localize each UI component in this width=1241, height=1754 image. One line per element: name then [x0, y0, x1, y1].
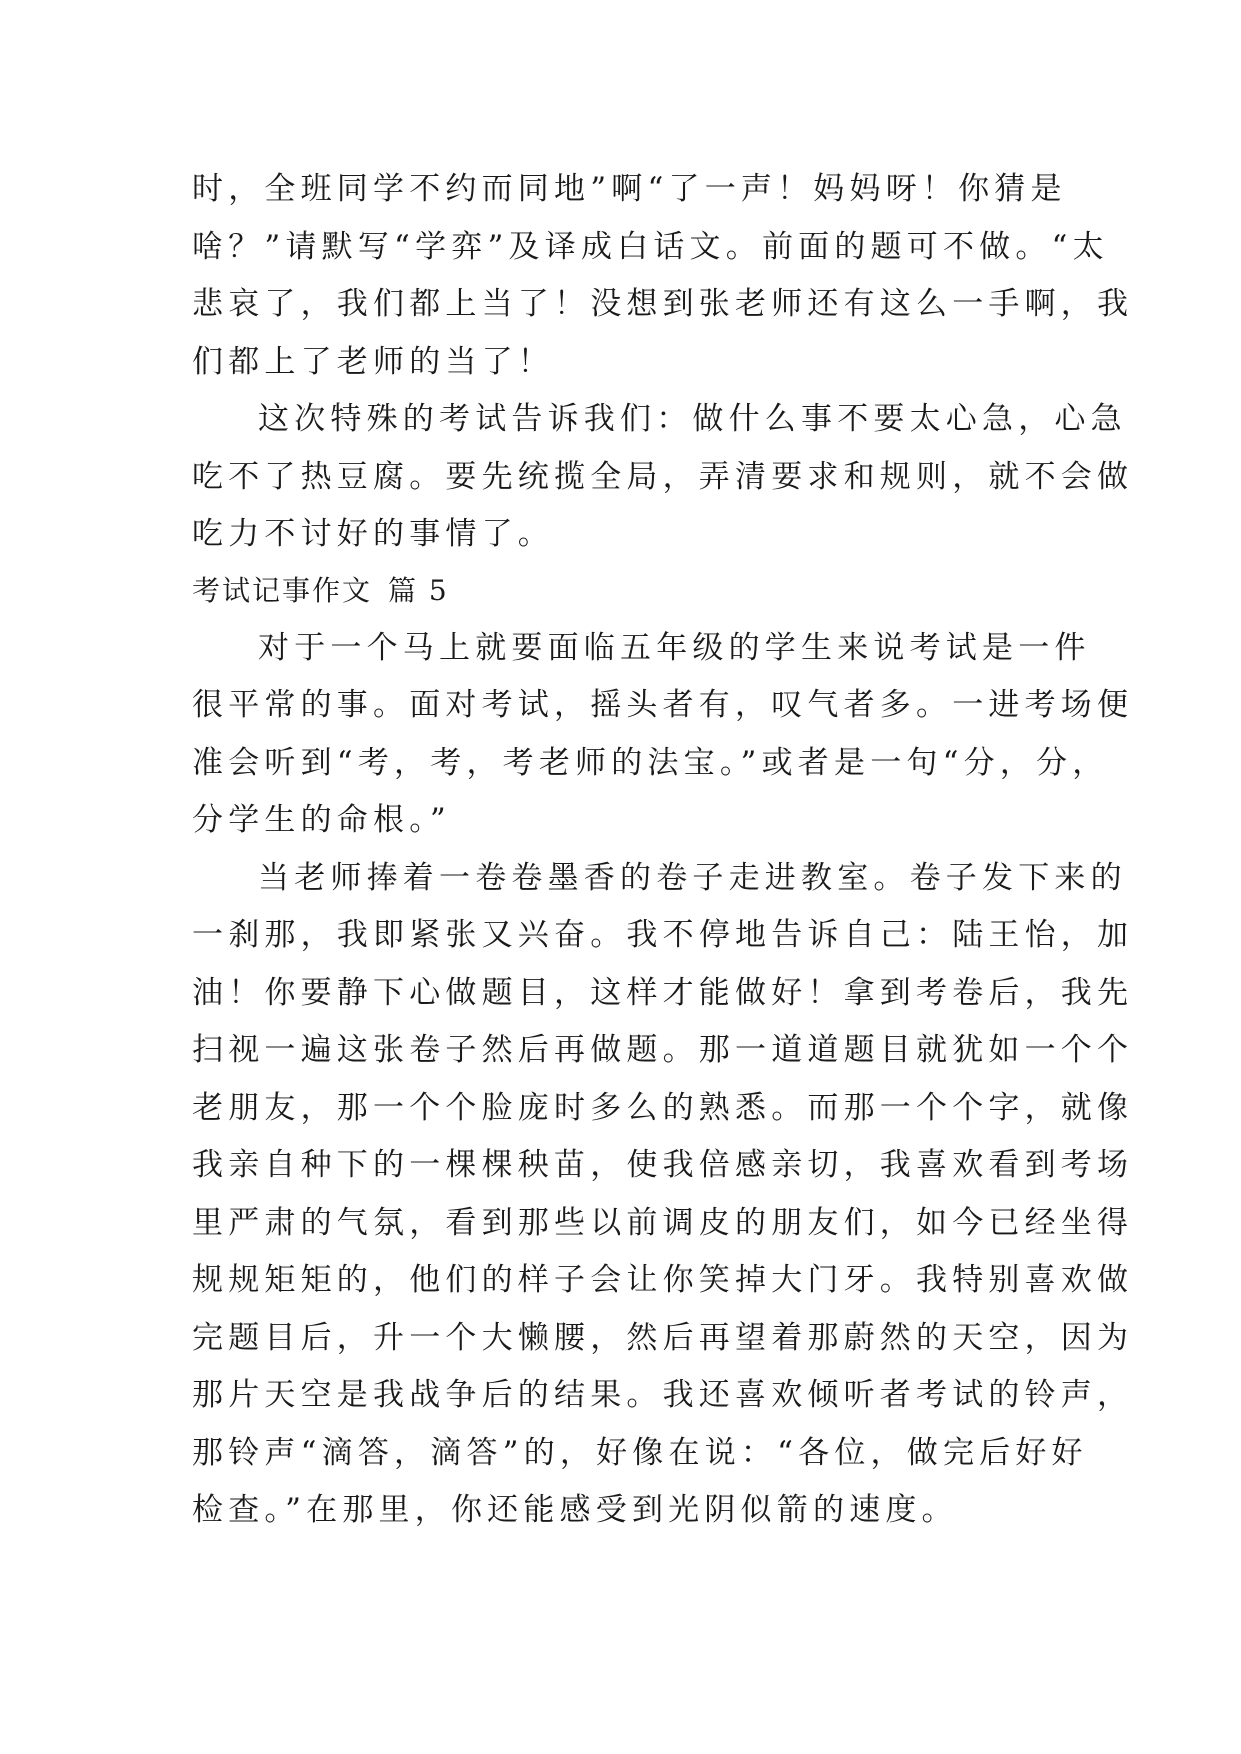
- paragraph-line: 分学生的命根。”: [192, 802, 451, 838]
- paragraph-line: 们都上了老师的当了！: [192, 343, 554, 380]
- paragraph-line: 对于一个马上就要面临五年级的学生来说考试是一件: [258, 629, 1091, 666]
- paragraph-line: 当老师捧着一卷卷墨香的卷子走进教室。卷子发下来的: [258, 859, 1127, 896]
- paragraph-2: [192, 391, 1134, 564]
- paragraph-line: 这次特殊的考试告诉我们：做什么事不要太心急，心急: [258, 401, 1127, 437]
- paragraph-line: 很平常的事。面对考试，摇头者有，叹气者多。一进考场便: [192, 687, 1134, 723]
- paragraph-line: 我亲自种下的一棵棵秧苗，使我倍感亲切，我喜欢看到考场: [192, 1147, 1134, 1183]
- paragraph-line: 检查。”在那里，你还能感受到光阴似箭的速度。: [192, 1492, 958, 1528]
- paragraph-3: [192, 620, 1134, 850]
- paragraph-line: 油！你要静下心做题目，这样才能做好！拿到考卷后，我先: [192, 974, 1134, 1011]
- paragraph-line: 完题目后，升一个大懒腰，然后再望着那蔚然的天空，因为: [192, 1319, 1134, 1356]
- document-body: [192, 161, 1134, 1540]
- paragraph-line: 那铃声“滴答，滴答”的，好像在说：“各位，做完后好好: [192, 1434, 1088, 1471]
- paragraph-4: [192, 850, 1134, 1540]
- paragraph-line: 规规矩矩的，他们的样子会让你笑掉大门牙。我特别喜欢做: [192, 1262, 1134, 1298]
- paragraph-line: 里严肃的气氛，看到那些以前调皮的朋友们，如今已经坐得: [192, 1204, 1134, 1241]
- paragraph-line: 老朋友，那一个个脸庞时多么的熟悉。而那一个个字，就像: [192, 1089, 1134, 1126]
- section-heading-title: 考试记事作文: [192, 573, 373, 607]
- paragraph-1: [192, 161, 1134, 391]
- paragraph-line: 一刹那，我即紧张又兴奋。我不停地告诉自己：陆王怡，加: [192, 917, 1134, 953]
- paragraph-line: 时，全班同学不约而同地”啊“了一声！妈妈呀！你猜是: [192, 171, 1067, 207]
- section-heading: [192, 566, 1050, 616]
- paragraph-line: 扫视一遍这张卷子然后再做题。那一道道题目就犹如一个个: [192, 1032, 1134, 1068]
- paragraph-line: 啥？”请默写“学弈”及译成白话文。前面的题可不做。“太: [192, 228, 1109, 265]
- paragraph-line: 吃不了热豆腐。要先统揽全局，弄清要求和规则，就不会做: [192, 458, 1134, 495]
- paragraph-line: 悲哀了，我们都上当了！没想到张老师还有这么一手啊，我: [192, 286, 1134, 322]
- paragraph-line: 准会听到“考，考，考老师的法宝。”或者是一句“分，分，: [192, 744, 1109, 781]
- paragraph-line: 吃力不讨好的事情了。: [192, 516, 554, 552]
- section-heading-number: 篇 5: [388, 573, 449, 607]
- paragraph-line: 那片天空是我战争后的结果。我还喜欢倾听者考试的铃声，: [192, 1377, 1134, 1413]
